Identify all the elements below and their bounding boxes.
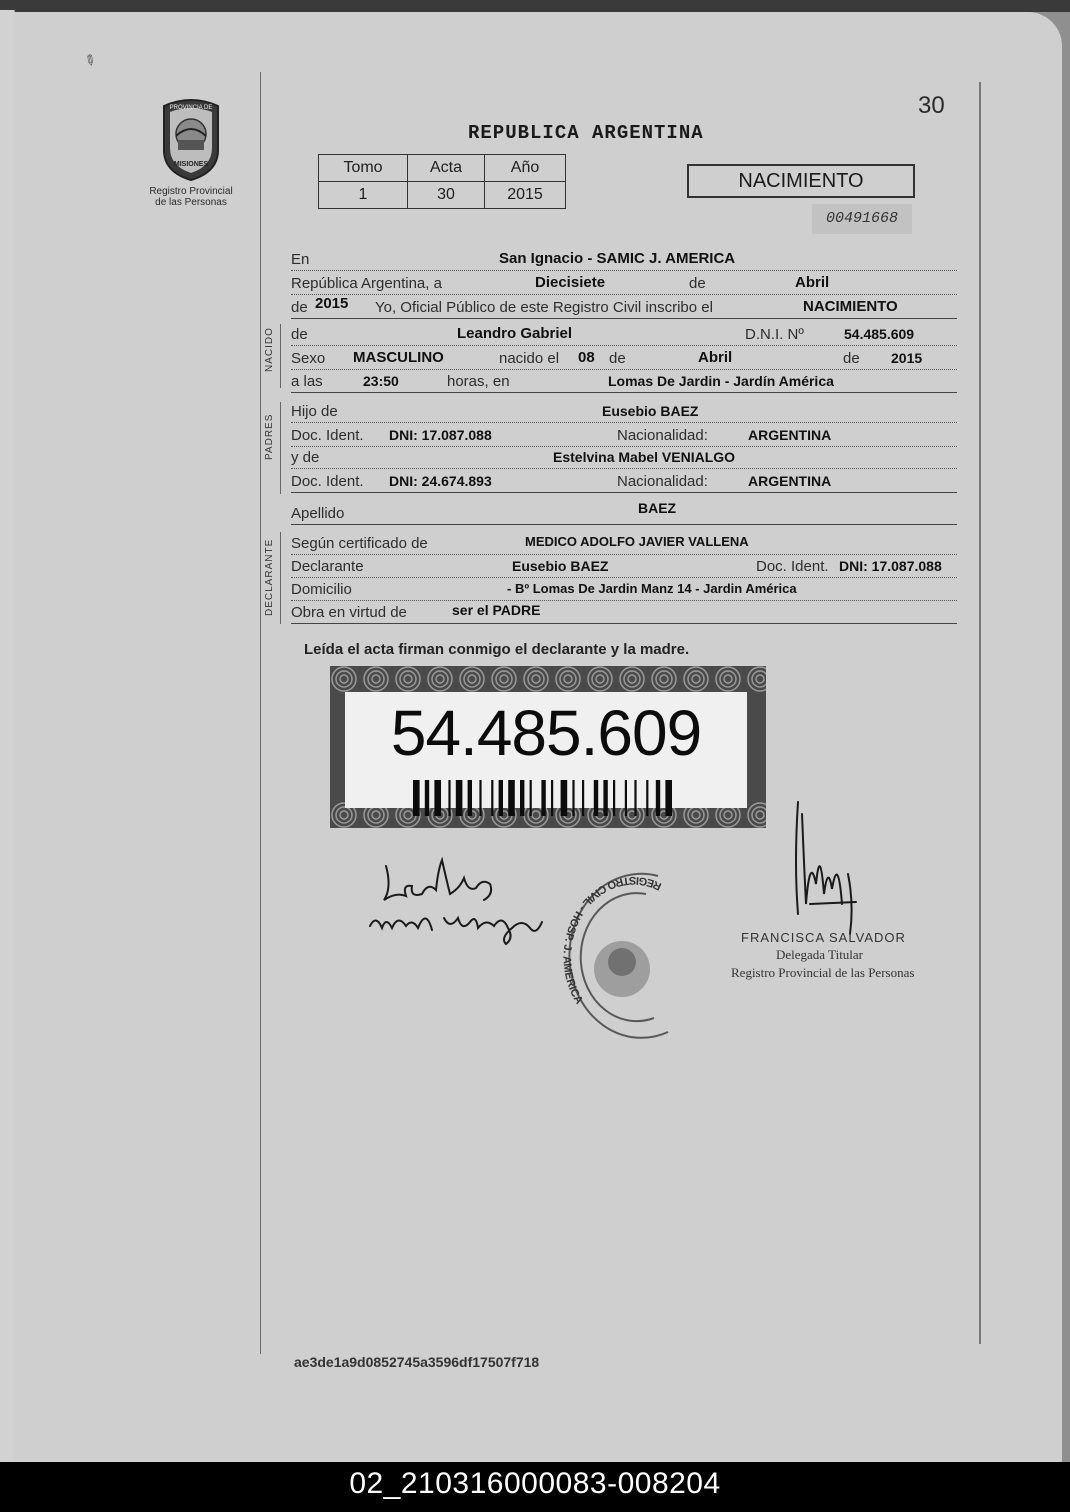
- barcode-bar: [572, 780, 574, 816]
- a-las-label: a las: [291, 373, 323, 390]
- mother-doc-label: Doc. Ident.: [291, 473, 364, 490]
- child-name-value: Leandro Gabriel: [457, 325, 573, 342]
- declarante-doc-value: DNI: 17.087.088: [839, 558, 942, 574]
- guilloche-ring: [656, 671, 672, 687]
- guilloche-ring: [436, 675, 444, 683]
- nacido-bracket: [280, 324, 281, 388]
- page-number: 30: [918, 92, 945, 119]
- birth-month-value: Abril: [698, 349, 733, 366]
- declarante-value: Eusebio BAEZ: [512, 558, 609, 574]
- guilloche-ring: [564, 675, 572, 683]
- document-title: REPUBLICA ARGENTINA: [468, 122, 704, 144]
- month-value: Abril: [795, 274, 830, 291]
- barcode-bar: [582, 780, 584, 816]
- guilloche-ring: [368, 671, 384, 687]
- guilloche-ring: [720, 671, 736, 687]
- father-name-value: Eusebio BAEZ: [602, 403, 699, 419]
- registry-value-ano: 2015: [485, 182, 566, 209]
- hijo-de-label: Hijo de: [291, 403, 338, 420]
- birth-time-value: 23:50: [363, 373, 399, 389]
- guilloche-ring: [756, 811, 764, 819]
- guilloche-ring: [500, 675, 508, 683]
- apellido-value: BAEZ: [638, 500, 677, 516]
- crest-caption-line2: de las Personas: [155, 197, 227, 208]
- guilloche-ring: [528, 671, 544, 687]
- guilloche-ring: [340, 675, 348, 683]
- guilloche-ring: [692, 675, 700, 683]
- guilloche-ring: [400, 671, 416, 687]
- father-nat-label: Nacionalidad:: [617, 427, 708, 444]
- cert-label: Según certificado de: [291, 535, 428, 552]
- guilloche-ring: [432, 671, 448, 687]
- serial-number: 00491668: [812, 204, 912, 234]
- child-dni-value: 54.485.609: [844, 326, 915, 342]
- line-apellido: [291, 502, 957, 525]
- document-hash: ae3de1a9d0852745a3596df17507f718: [294, 1354, 540, 1370]
- line-en: [291, 248, 957, 271]
- barcode-bar: [613, 780, 615, 816]
- guilloche-ring: [496, 671, 512, 687]
- official-office: Registro Provincial de las Personas: [731, 965, 915, 980]
- birth-place-value: Lomas De Jardin - Jardín América: [608, 373, 834, 389]
- line-certificado: [291, 532, 957, 555]
- guilloche-ring: [336, 671, 352, 687]
- barcode-bar: [520, 780, 524, 816]
- crest-top-lettering: PROVINCIA DE: [169, 105, 213, 111]
- registry-table: [318, 154, 566, 209]
- right-margin-rule: [979, 82, 981, 1344]
- official-role: Delegada Titular: [776, 947, 864, 962]
- barcode-bar: [551, 780, 553, 816]
- guilloche-ring: [724, 675, 732, 683]
- barcode-bar: [448, 780, 450, 816]
- line-mother-doc: [291, 470, 957, 493]
- mother-nat-value: ARGENTINA: [748, 473, 832, 489]
- file-id-bar: [0, 1462, 1070, 1512]
- father-nat-value: ARGENTINA: [748, 427, 832, 443]
- year-value: 2015: [315, 295, 349, 312]
- official-seal-stamp: [542, 854, 692, 1064]
- domicilio-label: Domicilio: [291, 581, 352, 598]
- barcode-icon: [413, 780, 679, 816]
- guilloche-ring: [688, 671, 704, 687]
- declarante-doc-label: Doc. Ident.: [756, 558, 829, 575]
- domicilio-value: - Bº Lomas De Jardin Manz 14 - Jardin América: [507, 581, 797, 596]
- corner-mark: ✎: [80, 50, 100, 71]
- line-republica: [291, 272, 957, 295]
- barcode-bar: [646, 780, 648, 816]
- line-declarante: [291, 555, 957, 578]
- guilloche-ring: [720, 807, 736, 823]
- crest-caption-line1: Registro Provincial: [149, 186, 233, 197]
- guilloche-ring: [692, 811, 700, 819]
- guilloche-ring: [372, 811, 380, 819]
- barcode-bar: [491, 780, 493, 816]
- certificate-page: [14, 12, 1062, 1462]
- line-father-doc: [291, 424, 957, 447]
- barcode-bar: [508, 780, 515, 816]
- barcode-bar: [634, 780, 636, 816]
- underlying-page-edge: [0, 10, 15, 1462]
- barcode-bar: [603, 780, 607, 816]
- line-obra: [291, 601, 957, 624]
- barcode-bar: [625, 780, 627, 816]
- crest-bottom-lettering: MISIONES: [173, 161, 209, 168]
- horas-label: horas, en: [447, 373, 510, 390]
- barcode-bar: [468, 780, 472, 816]
- barcode-bar: [665, 780, 672, 816]
- binder-edge: [0, 0, 1070, 12]
- barcode-bar: [425, 780, 429, 816]
- guilloche-ring: [756, 675, 764, 683]
- republica-label: República Argentina, a: [291, 275, 442, 292]
- provincial-crest: [132, 96, 250, 208]
- sexo-value: MASCULINO: [353, 349, 444, 366]
- guilloche-ring: [560, 671, 576, 687]
- guilloche-ring: [404, 811, 412, 819]
- obra-label: Obra en virtud de: [291, 604, 407, 621]
- crest-caption: [132, 186, 250, 208]
- guilloche-ring: [464, 671, 480, 687]
- stamp-lettering-path: REGISTRO CIVIL - HOSP. J. AMERICA: [560, 874, 664, 1007]
- mother-name-value: Estelvina Mabel VENIALGO: [553, 449, 736, 465]
- sexo-label: Sexo: [291, 350, 326, 367]
- barcode-bar: [434, 780, 441, 816]
- registry-value-tomo: 1: [319, 182, 408, 209]
- barcode-bar: [561, 780, 568, 816]
- line-nacido-name: [291, 323, 957, 346]
- act-value: NACIMIENTO: [803, 298, 898, 315]
- file-id-text: 02_210316000083-008204: [349, 1467, 721, 1500]
- nacido-el-label: nacido el: [499, 350, 560, 367]
- father-doc-label: Doc. Ident.: [291, 427, 364, 444]
- mother-nat-label: Nacionalidad:: [617, 473, 708, 490]
- registry-header-row: [319, 155, 566, 182]
- guilloche-ring: [368, 807, 384, 823]
- guilloche-ring: [340, 811, 348, 819]
- yo-label: Yo, Oficial Público de este Registro Civil inscribo el: [375, 299, 713, 316]
- birth-de3-label: de: [843, 350, 860, 367]
- guilloche-ring: [592, 671, 608, 687]
- de2-label: de: [291, 299, 308, 316]
- guilloche-ring: [336, 807, 352, 823]
- barcode-bar: [541, 780, 545, 816]
- closing-statement: Leída el acta firman conmigo el declarante y la madre.: [304, 641, 690, 658]
- padres-section-label: PADRES: [264, 413, 275, 460]
- declarante-bracket: [280, 532, 281, 624]
- plate-dni-number: 54.485.609: [390, 697, 702, 769]
- y-de-label: y de: [291, 449, 320, 466]
- barcode-bar: [499, 780, 503, 816]
- guilloche-ring: [688, 807, 704, 823]
- dni-number-plate: [330, 666, 766, 828]
- de-label: de: [689, 275, 706, 292]
- obra-value: ser el PADRE: [452, 602, 541, 618]
- guilloche-ring: [532, 675, 540, 683]
- guilloche-ring: [628, 675, 636, 683]
- cert-value: MEDICO ADOLFO JAVIER VALLENA: [525, 534, 749, 549]
- barcode-bar: [530, 780, 532, 816]
- barcode-bar: [594, 780, 598, 816]
- act-type-box: NACIMIENTO: [687, 164, 915, 198]
- guilloche-ring: [596, 675, 604, 683]
- guilloche-ring: [624, 671, 640, 687]
- nacido-section-label: NACIDO: [264, 327, 275, 372]
- padres-bracket: [280, 402, 281, 494]
- registry-header-acta: Acta: [408, 155, 485, 182]
- barcode-bar: [413, 780, 420, 816]
- declarante-label: Declarante: [291, 558, 364, 575]
- guilloche-ring: [372, 675, 380, 683]
- line-domicilio: [291, 578, 957, 601]
- declarant-signature: [366, 848, 566, 948]
- day-value: Diecisiete: [535, 274, 606, 291]
- barcode-bar: [479, 780, 481, 816]
- registry-header-tomo: Tomo: [319, 155, 408, 182]
- barcode-bar: [456, 780, 463, 816]
- guilloche-ring: [468, 675, 476, 683]
- guilloche-ring: [404, 675, 412, 683]
- official-signature: [790, 794, 880, 944]
- line-sexo: [291, 347, 957, 370]
- official-name: FRANCISCA SALVADOR: [741, 930, 906, 945]
- birth-de-label: de: [609, 350, 626, 367]
- left-margin-rule: [260, 72, 261, 1354]
- en-label: En: [291, 251, 310, 268]
- registry-value-acta: 30: [408, 182, 485, 209]
- line-hijo-de: [291, 400, 957, 423]
- plate-inner-panel: [345, 692, 747, 808]
- declarante-section-label: DECLARANTE: [264, 538, 275, 616]
- line-y-de: [291, 446, 957, 469]
- line-a-las: [291, 370, 957, 393]
- barcode-bar: [656, 780, 660, 816]
- crest-icon: [160, 96, 222, 182]
- mother-doc-value: DNI: 24.674.893: [389, 473, 492, 489]
- en-value: San Ignacio - SAMIC J. AMERICA: [499, 250, 736, 267]
- father-doc-value: DNI: 17.087.088: [389, 427, 492, 443]
- birth-year-value: 2015: [891, 350, 923, 366]
- registry-header-ano: Año: [485, 155, 566, 182]
- dni-label: D.N.I. Nº: [745, 326, 804, 343]
- guilloche-ring: [724, 811, 732, 819]
- apellido-label: Apellido: [291, 505, 345, 522]
- line-yo: [291, 296, 957, 319]
- registry-value-row: [319, 182, 566, 209]
- birth-day-value: 08: [578, 349, 595, 366]
- nacido-de-label: de: [291, 326, 308, 343]
- guilloche-ring: [660, 675, 668, 683]
